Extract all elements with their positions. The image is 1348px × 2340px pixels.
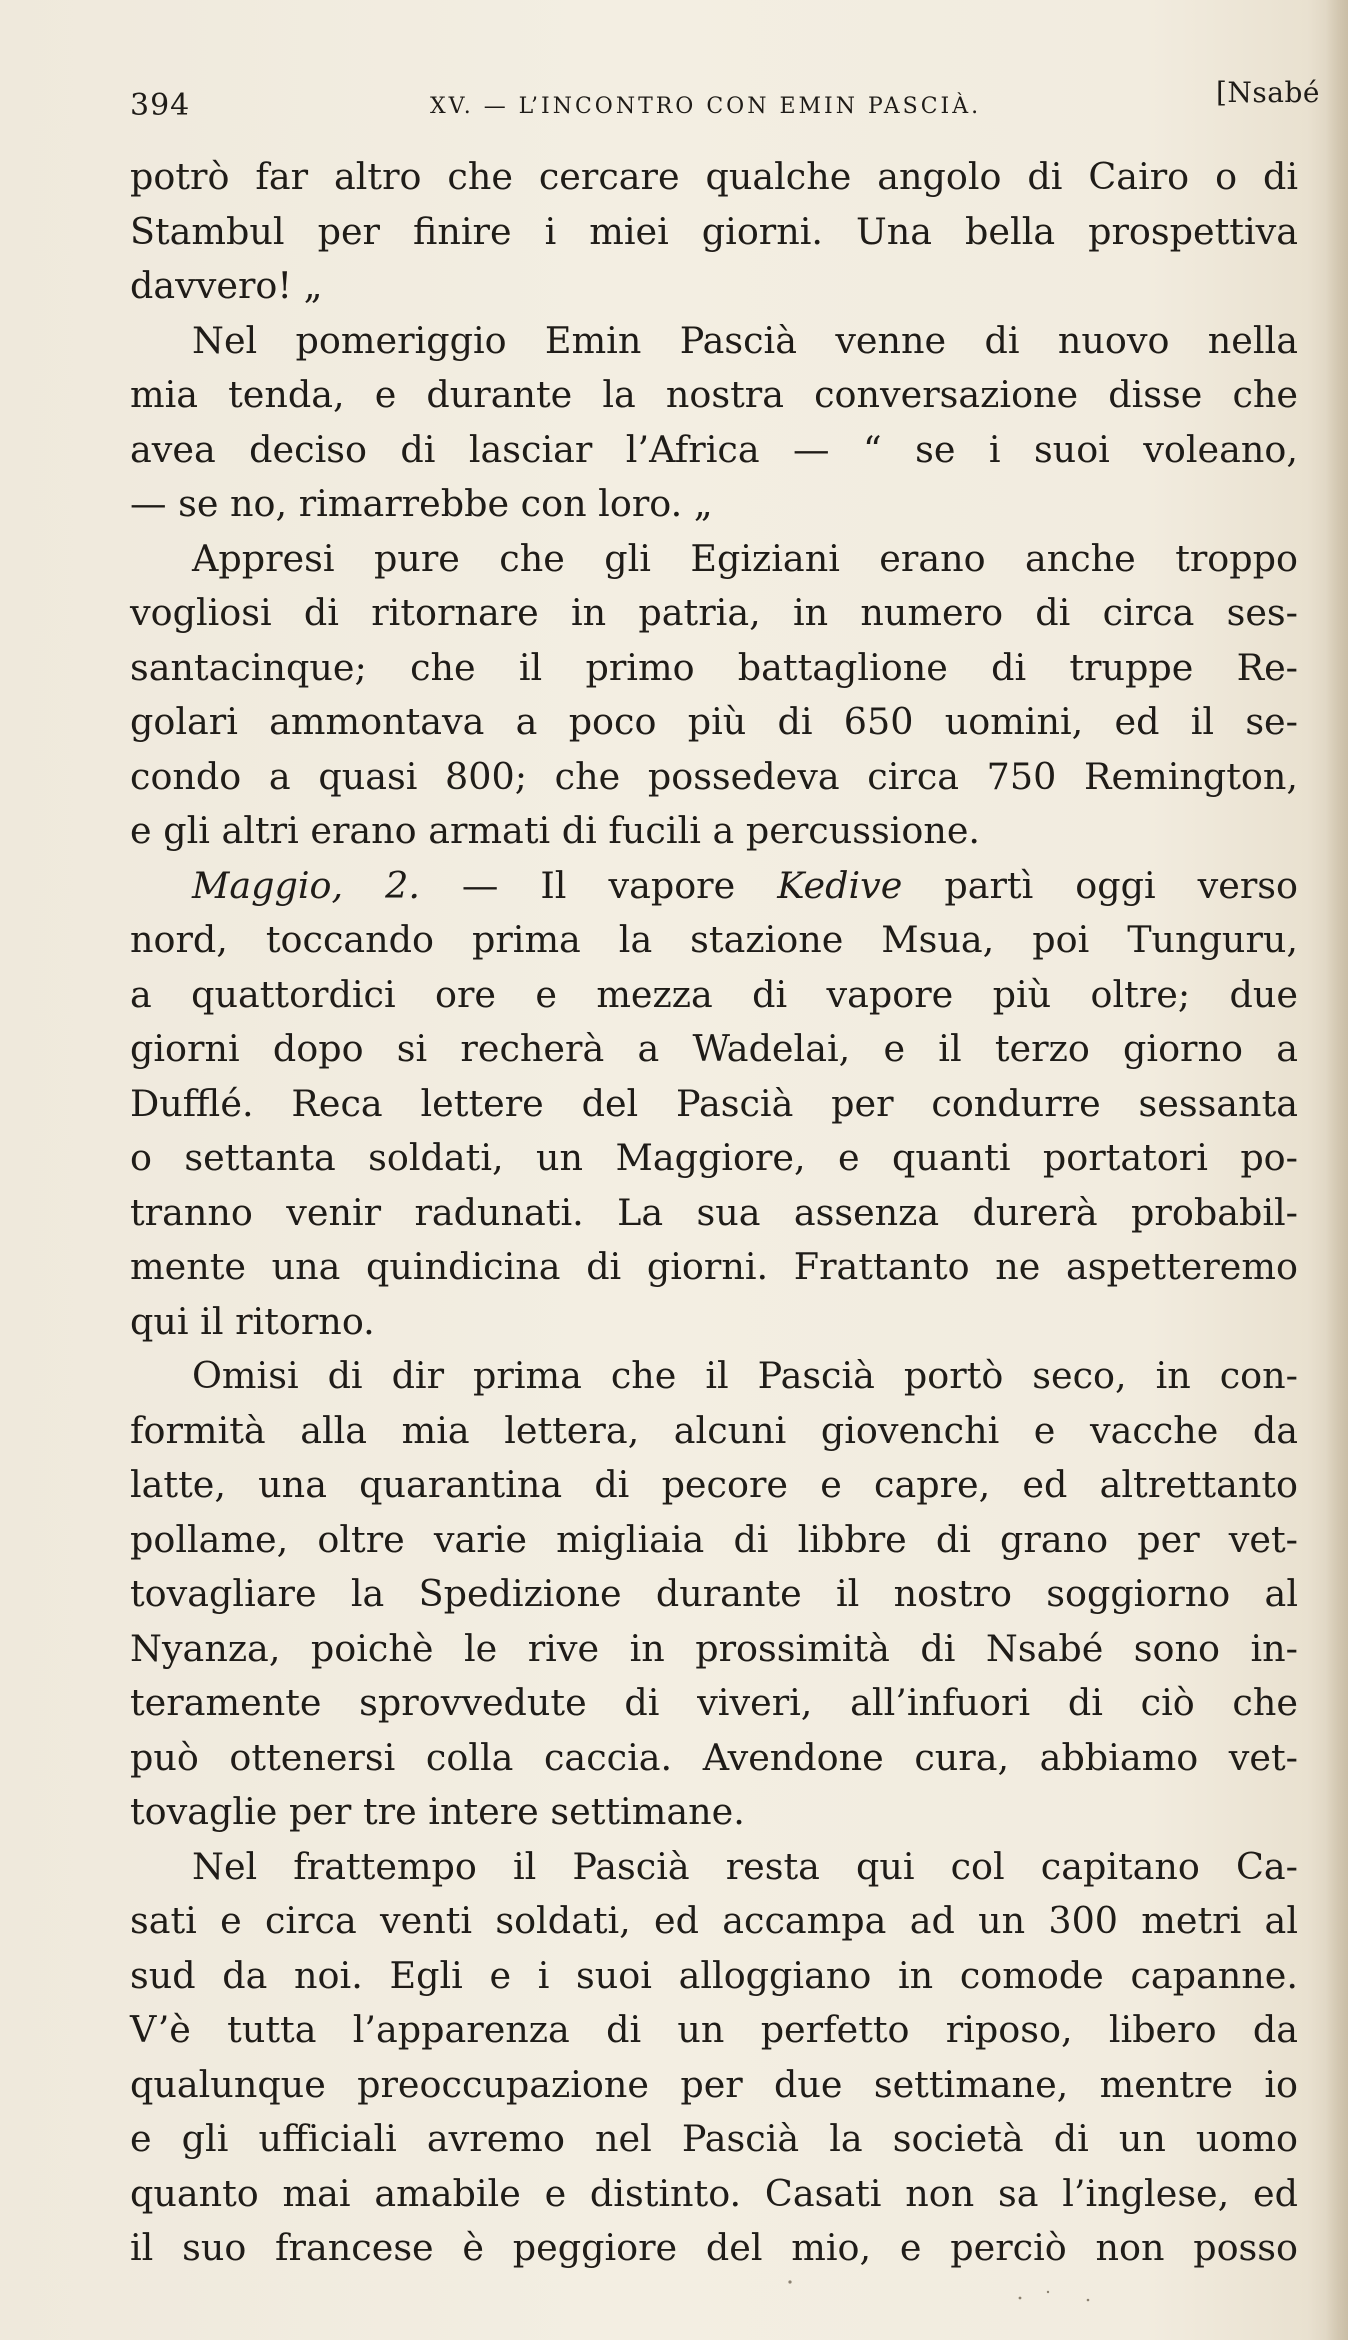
- text-line: sati e circa venti soldati, ed accampa ad un 300 metri al: [130, 1899, 1298, 1942]
- text-line: Dufflé. Reca lettere del Pascià per condurre sessanta: [130, 1081, 1298, 1125]
- text-line: può ottenersi colla caccia. Avendone cura, abbiamo vet-: [130, 1735, 1298, 1779]
- text-line: V’è tutta l’apparenza di un perfetto riposo, libero da: [130, 2008, 1298, 2051]
- body-text: [130, 150, 1298, 2276]
- text-line: giorni dopo si recherà a Wadelai, e il terzo giorno a: [130, 1027, 1298, 1070]
- page-header: [130, 72, 1320, 132]
- text-line: latte, una quarantina di pecore e capre, ed altrettanto: [130, 1463, 1298, 1506]
- paper-specks: [0, 2240, 1348, 2340]
- lead-text: — Il vapore: [419, 863, 778, 907]
- text-line: avea deciso di lasciar l’Africa — “ se i suoi voleano,: [130, 427, 1298, 471]
- page-edge-shadow: [1326, 0, 1348, 2340]
- text-line: Appresi pure che gli Egiziani erano anche troppo: [192, 536, 1298, 580]
- text-line: nord, toccando prima la stazione Msua, poi Tunguru,: [130, 918, 1298, 961]
- text-line: Nel frattempo il Pascià resta qui col capitano Ca-: [192, 1844, 1298, 1888]
- text-line: potrò far altro che cercare qualche angolo di Cairo o di: [130, 155, 1298, 198]
- text-line: condo a quasi 800; che possedeva circa 750 Remington,: [130, 754, 1298, 798]
- page-number: 394: [130, 88, 191, 123]
- text-line: vogliosi di ritornare in patria, in numero di circa ses-: [130, 591, 1298, 634]
- text-line: mente una quindicina di giorni. Frattanto ne aspetteremo: [130, 1245, 1298, 1288]
- text-line: formità alla mia lettera, alcuni giovenchi e vacche da: [130, 1408, 1298, 1452]
- text-line: qualunque preoccupazione per due settimane, mentre io: [130, 2062, 1298, 2106]
- text-line: Stambul per finire i miei giorni. Una bella prospettiva: [130, 209, 1298, 253]
- text-line: pollame, oltre varie migliaia di libbre di grano per vet-: [130, 1517, 1298, 1561]
- text-line: e gli altri erano armati di fucili a percussione.: [130, 809, 981, 852]
- text-line: quanto mai amabile e distinto. Casati non sa l’inglese, ed: [130, 2171, 1298, 2215]
- text-line: e gli ufficiali avremo nel Pascià la società di un uomo: [130, 2117, 1298, 2160]
- text-line: golari ammontava a poco più di 650 uomini, ed il se-: [130, 700, 1298, 743]
- text-line: tovagliare la Spedizione durante il nostro soggiorno al: [130, 1572, 1298, 1615]
- text-line: davvero! „: [130, 264, 323, 307]
- text-line: — se no, rimarrebbe con loro. „: [130, 482, 713, 525]
- text-line: sud da noi. Egli e i suoi alloggiano in comode capanne.: [130, 1953, 1298, 1997]
- text-line: tranno venir radunati. La sua assenza durerà probabil-: [130, 1190, 1298, 1234]
- text-line: tovaglie per tre intere settimane.: [130, 1790, 745, 1833]
- text-line: a quattordici ore e mezza di vapore più oltre; due: [130, 972, 1298, 1016]
- text-line: il suo francese è peggiore del mio, e perciò non posso: [130, 2226, 1298, 2269]
- text-line: mia tenda, e durante la nostra conversazione disse che: [130, 373, 1298, 416]
- text-line: teramente sprovvedute di viveri, all’infuori di ciò che: [130, 1681, 1298, 1724]
- lead-tail: partì oggi verso: [902, 863, 1298, 907]
- text-line: santacinque; che il primo battaglione di truppe Re-: [130, 645, 1298, 689]
- diary-entry-lead-line: [130, 859, 1298, 914]
- entry-date: Maggio, 2.: [192, 863, 420, 907]
- running-title: XV. — L’INCONTRO CON EMIN PASCIÀ.: [430, 94, 982, 119]
- text-line: Nyanza, poichè le rive in prossimità di Nsabé sono in-: [130, 1626, 1298, 1670]
- text-line: Nel pomeriggio Emin Pascià venne di nuovo nella: [192, 318, 1298, 362]
- text-line: qui il ritorno.: [130, 1299, 375, 1343]
- running-head-place: [Nsabé: [1216, 76, 1320, 109]
- text-line: Omisi di dir prima che il Pascià portò seco, in con-: [192, 1354, 1298, 1397]
- steamer-name: Kedive: [777, 863, 903, 907]
- text-line: o settanta soldati, un Maggiore, e quanti portatori po-: [130, 1136, 1298, 1179]
